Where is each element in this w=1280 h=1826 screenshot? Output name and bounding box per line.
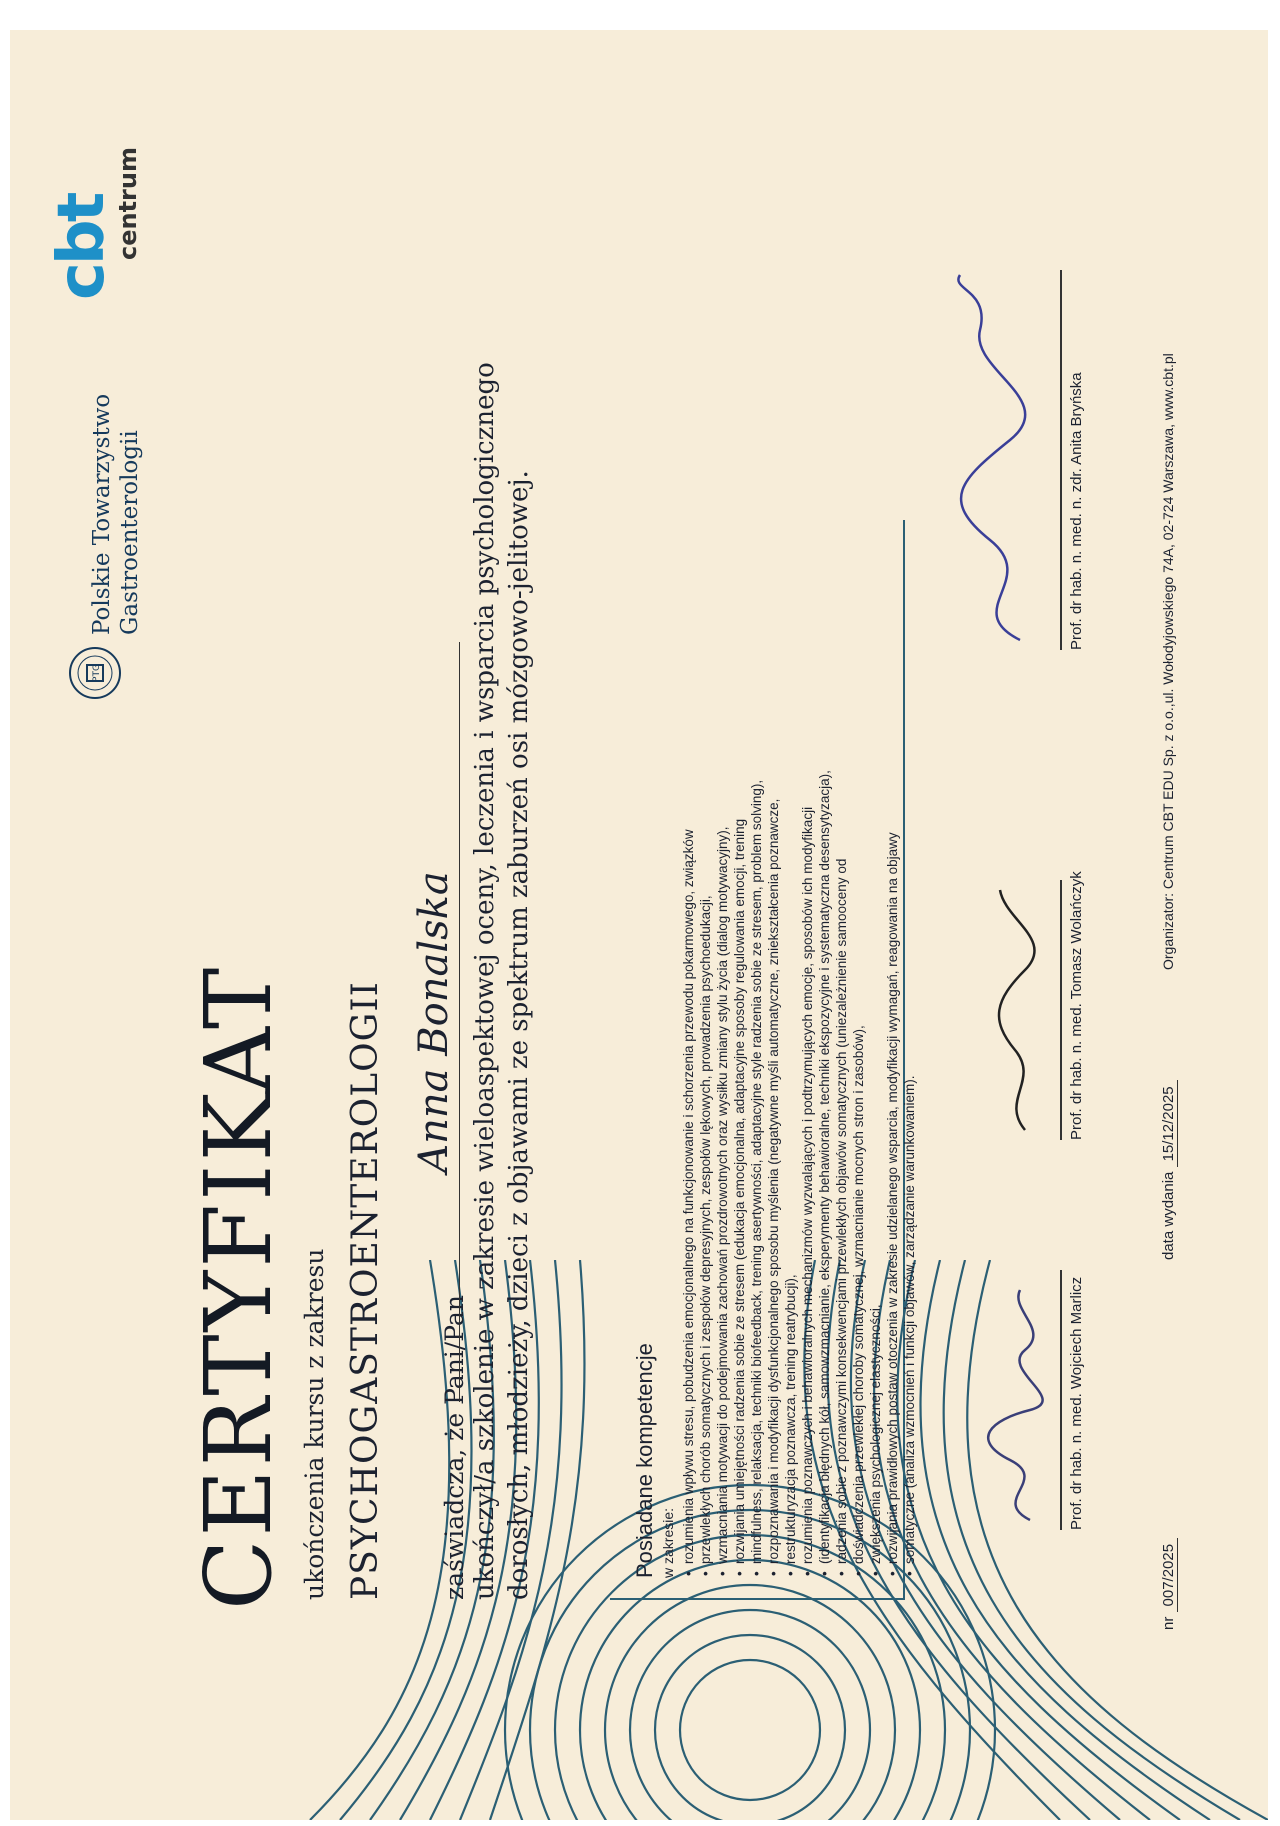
competence-item: • rozwijania prawidłowych postaw otoczenia w zakresie udzielanego wsparcia, modyfikacji wymagań, reagowania na objawy [884, 520, 901, 1564]
competence-item: • rozwijania umiejętności radzenia sobie ze stresem (edukacja emocjonalna, adaptacyjne sposoby regulowania emocji, trening [731, 520, 748, 1564]
cbt-mark: cbt [45, 194, 119, 300]
signature-marlicz [970, 1270, 1060, 1530]
issue-date [1160, 1080, 1177, 1260]
cbt-logo [45, 147, 142, 300]
number-value: 007/2025 [1160, 1538, 1178, 1613]
ptg-name-line-2: Gastroenterologii [117, 430, 143, 635]
organizer-info: Organizator: Centrum CBT EDU Sp. z o.o.,ul. Wołodyjowskiego 74A, 02-724 Warszawa, www.cbt.pl [1160, 353, 1176, 970]
course-name: PSYCHOGASTROENTEROLOGII [345, 981, 386, 1600]
competences-heading: Posiadane kompetencje [632, 1343, 657, 1578]
signature-line-1 [1060, 1270, 1062, 1530]
signature-line-3 [1060, 270, 1062, 650]
certificate-description [468, 280, 536, 1600]
ptg-name [88, 394, 144, 635]
number-label: nr [1160, 1616, 1177, 1630]
signature-brynska [940, 270, 1060, 650]
competence-item: • (identyfikacja błędnych kół, samowzmacnianie, eksperymenty behawioralne, techniki ekspozycyjne i systematyczna desensytyzacja), [816, 520, 833, 1564]
cbt-word: centrum [114, 147, 142, 260]
competence-item: • rozpoznawania i modyfikacji dysfunkcjonalnego sposobu myślenia (negatywne myśli automatyczne, zniekształcenia poznawcze, [765, 520, 782, 1564]
certificate-landscape [10, 30, 1268, 1820]
competence-item: • rozumienia wpływu stresu, pobudzenia emocjonalnego na funkcjonowanie i schorzenia przewodu pokarmowego, związków [680, 520, 697, 1564]
certificate-sheet [10, 30, 1268, 1820]
recipient-line [411, 642, 460, 1402]
competence-item: • przewlekłych chorób somatycznych i zespołów depresyjnych, zespołów lękowych, prowadzenia psychoedukacji, [697, 520, 714, 1564]
competences-scope: w zakresie: [660, 1507, 676, 1578]
certificate-number [1160, 1538, 1177, 1630]
competence-item: • doświadczenia przewlekłej choroby somatycznej, wzmacnianie mocnych stron i zasobów), [850, 520, 867, 1564]
signatory-2: Prof. dr hab. n. med. Tomasz Wolańczyk [1068, 871, 1085, 1140]
signatory-1: Prof. dr hab. n. med. Wojciech Marlicz [1068, 1276, 1085, 1530]
competence-item: • somatyczne (analiza wzmocnień i funkcji objawów, zarządzanie warunkowaniem). [901, 520, 918, 1564]
competence-item: • wzmacniania motywacji do podejmowania zachowań prozdrowotnych oraz wysiłku zmiany stylu życia (dialog motywacyjny), [714, 520, 731, 1564]
recipient-name: Anna Bonalska [411, 871, 457, 1173]
description-line-1: ukończył/a szkolenie w zakresie wieloaspektowej oceny, leczenia i wsparcia psychologicznego [470, 362, 500, 1600]
date-value: 15/12/2025 [1160, 1080, 1178, 1167]
competences-box [610, 520, 917, 1600]
course-intro: ukończenia kursu z zakresu [300, 1248, 329, 1600]
signature-wolanczyk [970, 880, 1060, 1140]
description-line-2: dorosłych, młodzieży, dzieci z objawami ze spektrum zaburzeń osi mózgowo-jelitowej. [504, 470, 534, 1600]
competence-item: • rozumienia poznawczych i behawioralnych mechanizmów wyzwalających i podtrzymujących emocje, sposobów ich modyfikacji [799, 520, 816, 1564]
attests-label: zaświadcza, że Pani/Pan [440, 1295, 469, 1600]
competence-item: • mindfulness, relaksacja, techniki biofeedback, trening asertywności, adaptacyjne style radzenia sobie ze stresem, problem solving), [748, 520, 765, 1564]
svg-text:PTG: PTG [92, 664, 102, 682]
competence-item: • zwiększenia psychologicznej elastyczności, [867, 520, 884, 1564]
ptg-seal-logo [68, 646, 122, 700]
competences-list [680, 520, 918, 1578]
ptg-name-line-1: Polskie Towarzystwo [89, 393, 115, 635]
signatory-3: Prof. dr hab. n. med. n. zdr. Anita Bryńska [1068, 372, 1085, 650]
certificate-title: CERTYFIKAT [185, 964, 292, 1610]
competence-item: • radzenia sobie z poznawczymi konsekwencjami przewlekłych objawów somatycznych (uniezależnienie samooceny od [833, 520, 850, 1564]
signature-line-2 [1060, 880, 1062, 1140]
competence-item: • restrukturyzacja poznawcza, trening reatrybucji), [782, 520, 799, 1564]
date-label: data wydania [1160, 1171, 1177, 1260]
